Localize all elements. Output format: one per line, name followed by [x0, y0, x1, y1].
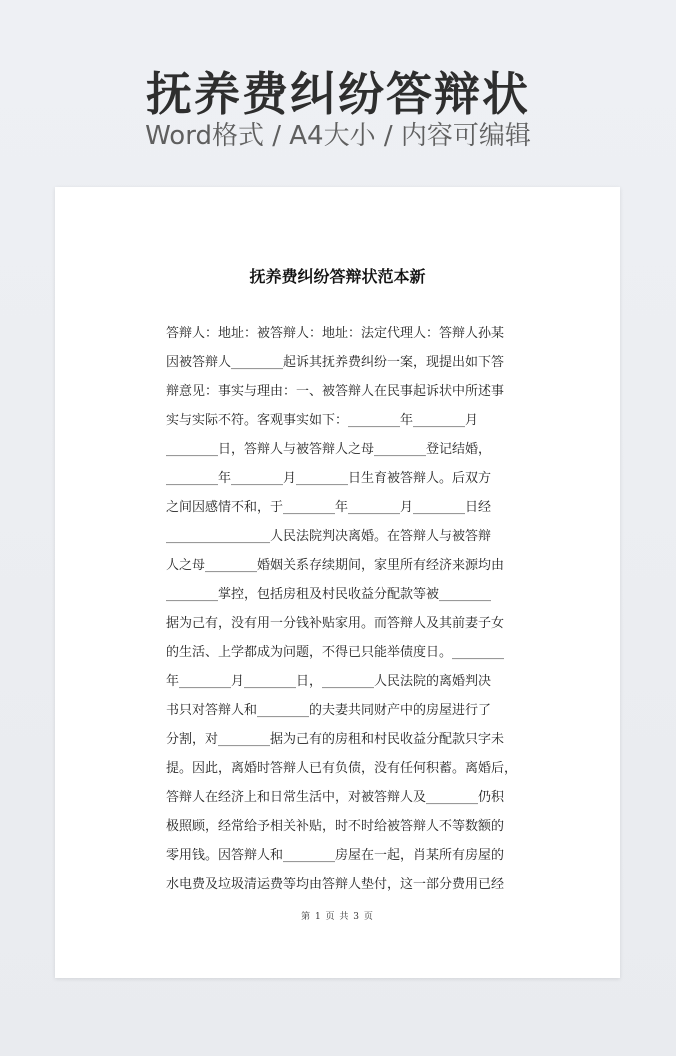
document-body [166, 319, 527, 899]
banner-title: 抚养费纠纷答辩状 [146, 67, 530, 121]
document-line: 答辩人：地址：被答辩人：地址：法定代理人：答辩人孙某 [166, 326, 505, 341]
document-line: 的生活、上学都成为问题，不得已只能举债度日。________ [166, 645, 505, 660]
document-line: 因被答辩人________起诉其抚养费纠纷一案，现提出如下答 [166, 355, 505, 370]
document-line: ________________人民法院判决离婚。在答辩人与被答辩 [166, 529, 492, 544]
document-line: 答辩人在经济上和日常生活中，对被答辩人及________仍积 [166, 790, 505, 805]
document-title: 抚养费纠纷答辩状范本新 [249, 267, 426, 286]
document-line: 分割，对________据为己有的房租和村民收益分配款只字未 [166, 732, 505, 747]
document-line: 人之母________婚姻关系存续期间，家里所有经济来源均由 [166, 558, 505, 573]
document-line: 书只对答辩人和________的夫妻共同财产中的房屋进行了 [166, 703, 492, 718]
document-line: 据为己有，没有用一分钱补贴家用。而答辩人及其前妻子女 [166, 616, 505, 631]
document-line: 辩意见：事实与理由：一、被答辩人在民事起诉状中所述事 [166, 384, 505, 399]
document-line: ________日，答辩人与被答辩人之母________登记结婚， [166, 442, 492, 457]
banner [0, 0, 676, 170]
document-line: ________年________月________日生育被答辩人。后双方 [166, 471, 492, 486]
document-line: 零用钱。因答辩人和________房屋在一起，肖某所有房屋的 [166, 848, 505, 863]
document-page [55, 187, 620, 978]
banner-subtitle: Word格式 / A4大小 / 内容可编辑 [145, 121, 531, 151]
document-line: 极照顾，经常给予相关补贴，时不时给被答辩人不等数额的 [166, 819, 505, 834]
document-line: 实与实际不符。客观事实如下：________年________月 [166, 413, 479, 428]
document-line: 提。因此，离婚时答辩人已有负债，没有任何积蓄。离婚后， [166, 761, 518, 776]
document-line: 水电费及垃圾清运费等均由答辩人垫付，这一部分费用已经 [166, 877, 505, 892]
document-line: ________掌控，包括房租及村民收益分配款等被________ [166, 587, 492, 602]
document-line: 之间因感情不和，于________年________月________日经 [166, 500, 492, 515]
page-number-footer: 第 1 页 共 3 页 [301, 912, 374, 922]
document-line: 年________月________日，________人民法院的离婚判决 [166, 674, 492, 689]
